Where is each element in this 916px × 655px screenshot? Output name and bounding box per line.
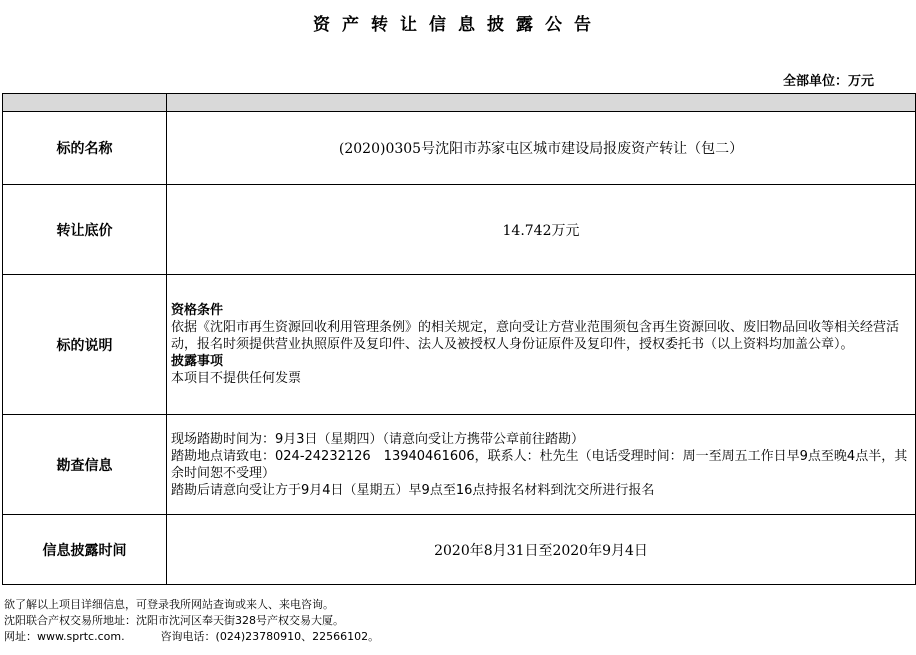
info-table bbox=[2, 93, 916, 585]
desc-text-disclosure: 本项目不提供任何发票 bbox=[171, 371, 302, 386]
footer bbox=[4, 597, 379, 645]
desc-sub-qualification: 资格条件 bbox=[171, 303, 224, 318]
table-row-period bbox=[3, 515, 916, 585]
footer-line-inquiry: 欲了解以上项目详细信息，可登录我所网站查询或来人、来电咨询。 bbox=[4, 598, 334, 611]
row-value-name: (2020)0305号沈阳市苏家屯区城市建设局报废资产转让（包二） bbox=[167, 112, 916, 185]
row-value-period: 2020年8月31日至2020年9月4日 bbox=[167, 515, 916, 585]
table-row-price bbox=[3, 185, 916, 275]
header-cell-right bbox=[167, 94, 916, 112]
footer-website-link[interactable]: 网址：www.sprtc.com. bbox=[4, 630, 125, 643]
header-cell-left bbox=[3, 94, 167, 112]
table-row-desc bbox=[3, 275, 916, 415]
row-value-survey bbox=[167, 415, 916, 515]
survey-line-time: 现场踏勘时间为：9月3日（星期四）（请意向受让方携带公章前往踏勘） bbox=[171, 431, 585, 447]
table-row-name bbox=[3, 112, 916, 185]
footer-line-address: 沈阳联合产权交易所地址：沈阳市沈河区奉天街328号产权交易大厦。 bbox=[4, 614, 344, 627]
row-label-name: 标的名称 bbox=[3, 112, 167, 185]
row-label-price: 转让底价 bbox=[3, 185, 167, 275]
row-label-survey: 勘查信息 bbox=[3, 415, 167, 515]
desc-sub-disclosure: 披露事项 bbox=[171, 354, 224, 369]
table-row-survey bbox=[3, 415, 916, 515]
row-value-desc bbox=[167, 275, 916, 415]
table-header-row bbox=[3, 94, 916, 112]
row-label-period: 信息披露时间 bbox=[3, 515, 167, 585]
footer-line-contact bbox=[4, 629, 379, 645]
footer-phone: 咨询电话：(024)23780910、22566102。 bbox=[160, 630, 380, 643]
unit-note: 全部单位：万元 bbox=[782, 74, 874, 89]
survey-line-register: 踏勘后请意向受让方于9月4日（星期五）早9点至16点持报名材料到沈交所进行报名 bbox=[171, 482, 655, 498]
desc-text-qualification: 依据《沈阳市再生资源回收利用管理条例》的相关规定，意向受让方营业范围须包含再生资源回收、废旧物品回收等相关经营活动，报名时须提供营业执照原件及复印件、法人及被授权人身份证原件及复印件，授权委托书（以上资料均加盖公章）。 bbox=[171, 320, 900, 352]
survey-line-contact: 踏勘地点请致电：024-24232126 13940461606，联系人：杜先生（电话受理时间：周一至周五工作日早9点至晚4点半，其余时间恕不受理） bbox=[171, 448, 908, 481]
page-title: 资产转让信息披露公告 bbox=[313, 15, 603, 35]
row-label-desc: 标的说明 bbox=[3, 275, 167, 415]
row-value-price: 14.742万元 bbox=[167, 185, 916, 275]
